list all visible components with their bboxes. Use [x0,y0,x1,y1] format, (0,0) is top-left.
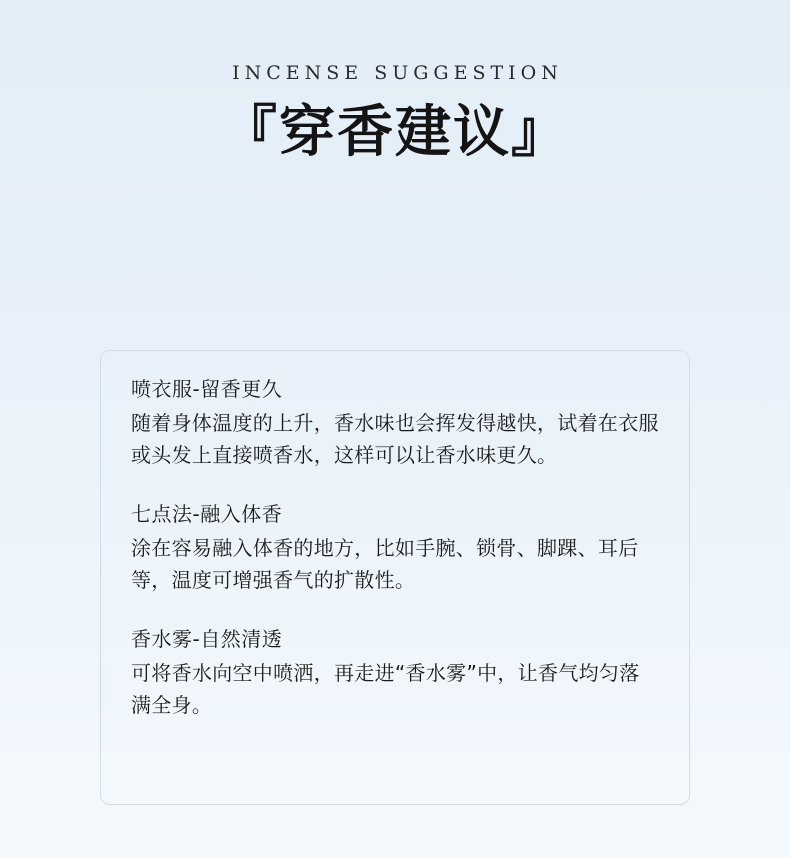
page-eyebrow: INCENSE SUGGESTION [232,62,563,84]
suggestion-title: 喷衣服-留香更久 [131,377,283,401]
suggestion-block [131,498,659,597]
suggestion-body: 随着身体温度的上升，香水味也会挥发得越快，试着在衣服或头发上直接喷香水，这样可以让香水味更久。 [131,411,659,468]
suggestion-title: 香水雾-自然清透 [131,626,283,651]
page-header [0,0,790,164]
suggestion-block [131,373,659,472]
suggestion-card [100,350,690,805]
suggestion-body: 可将香水向空中喷洒，再走进“香水雾”中，让香气均匀落满全身。 [131,660,640,717]
suggestion-body: 涂在容易融入体香的地方，比如手腕、锁骨、脚踝、耳后等，温度可增强香气的扩散性。 [131,535,639,593]
suggestion-block [131,623,659,722]
suggestion-title: 七点法-融入体香 [131,501,283,526]
page-title: 『穿香建议』 [221,99,569,165]
